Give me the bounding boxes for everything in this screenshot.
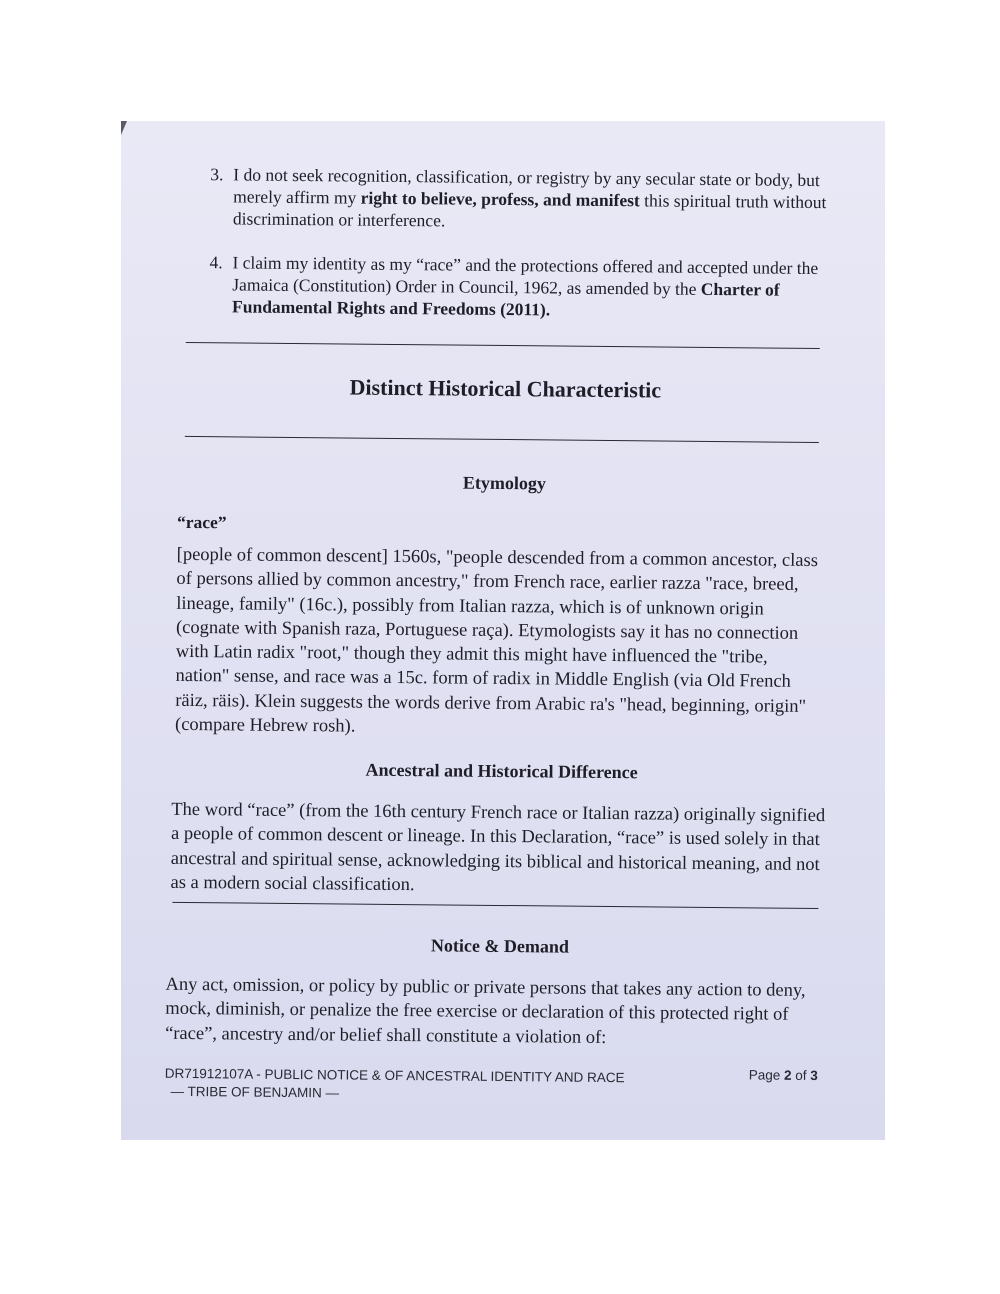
page-number: Page 2 of 3 — [748, 1067, 818, 1084]
etymology-text: [people of common descent] 1560s, "people descended from a common ancestor, class of persons allied by common ancestry," from French race, earlier razza "race, breed, lineage, family" (16c.), possibly from Italian razza, which is of unknown origin (cognate with Spanish raza, Portuguese raça). Etymologists say it has no connection with Latin radix "root," though they admit this might have influenced the "tribe, nation" sense, and race was a 15c. form of radix in Middle English (via Old French räiz, räis). Klein suggests the words derive from Arabic ra's "head, beginning, origin" (compare Hebrew rosh). — [174, 544, 819, 737]
list-item-4 — [209, 251, 830, 323]
divider — [185, 436, 819, 443]
document-photo — [121, 121, 885, 1140]
divider — [186, 342, 820, 349]
list-item-3 — [210, 163, 831, 235]
divider — [172, 902, 818, 909]
page-content — [121, 121, 885, 1140]
list-number: 3. — [210, 164, 224, 185]
list-text: I claim my identity as my “race” and the protections offered and accepted under the Jamaica (Constitution) Order in Council, 1962, as amended by the Charter of Fundamental Rights and Freedoms (2011). — [232, 252, 819, 320]
notice-heading: Notice & Demand — [430, 935, 570, 957]
ancestral-text: The word “race” (from the 16th century French race or Italian razza) originally signified a people of common descent or lineage. In this Declaration, “race” is used solely in that ancestral and spiritual sense, acknowledging its biblical and historical meaning, and not as a modern social classification. — [170, 799, 826, 896]
list-number: 4. — [209, 252, 223, 273]
footer-doc-line: DR71912107A - PUBLIC NOTICE & OF ANCESTRAL IDENTITY AND RACE — [164, 1065, 625, 1086]
list-text: I do not seek recognition, classification, or registry by any secular state or body, but merely affirm my right to believe, profess, and manifest this spiritual truth without discrimination or interference. — [232, 164, 827, 231]
etymology-heading: Etymology — [462, 472, 547, 494]
section-title: Distinct Historical Characteristic — [349, 374, 662, 403]
etymology-term: “race” — [176, 511, 227, 533]
footer-tribe-line: — TRIBE OF BENJAMIN — — [170, 1083, 340, 1101]
notice-text: Any act, omission, or policy by public or private persons that takes any action to deny, mock, diminish, or penalize the free exercise or declaration of this protected right of “race”, ancestry and/or belief shall constitute a violation of: — [165, 974, 806, 1048]
ancestral-heading: Ancestral and Historical Difference — [365, 759, 638, 783]
